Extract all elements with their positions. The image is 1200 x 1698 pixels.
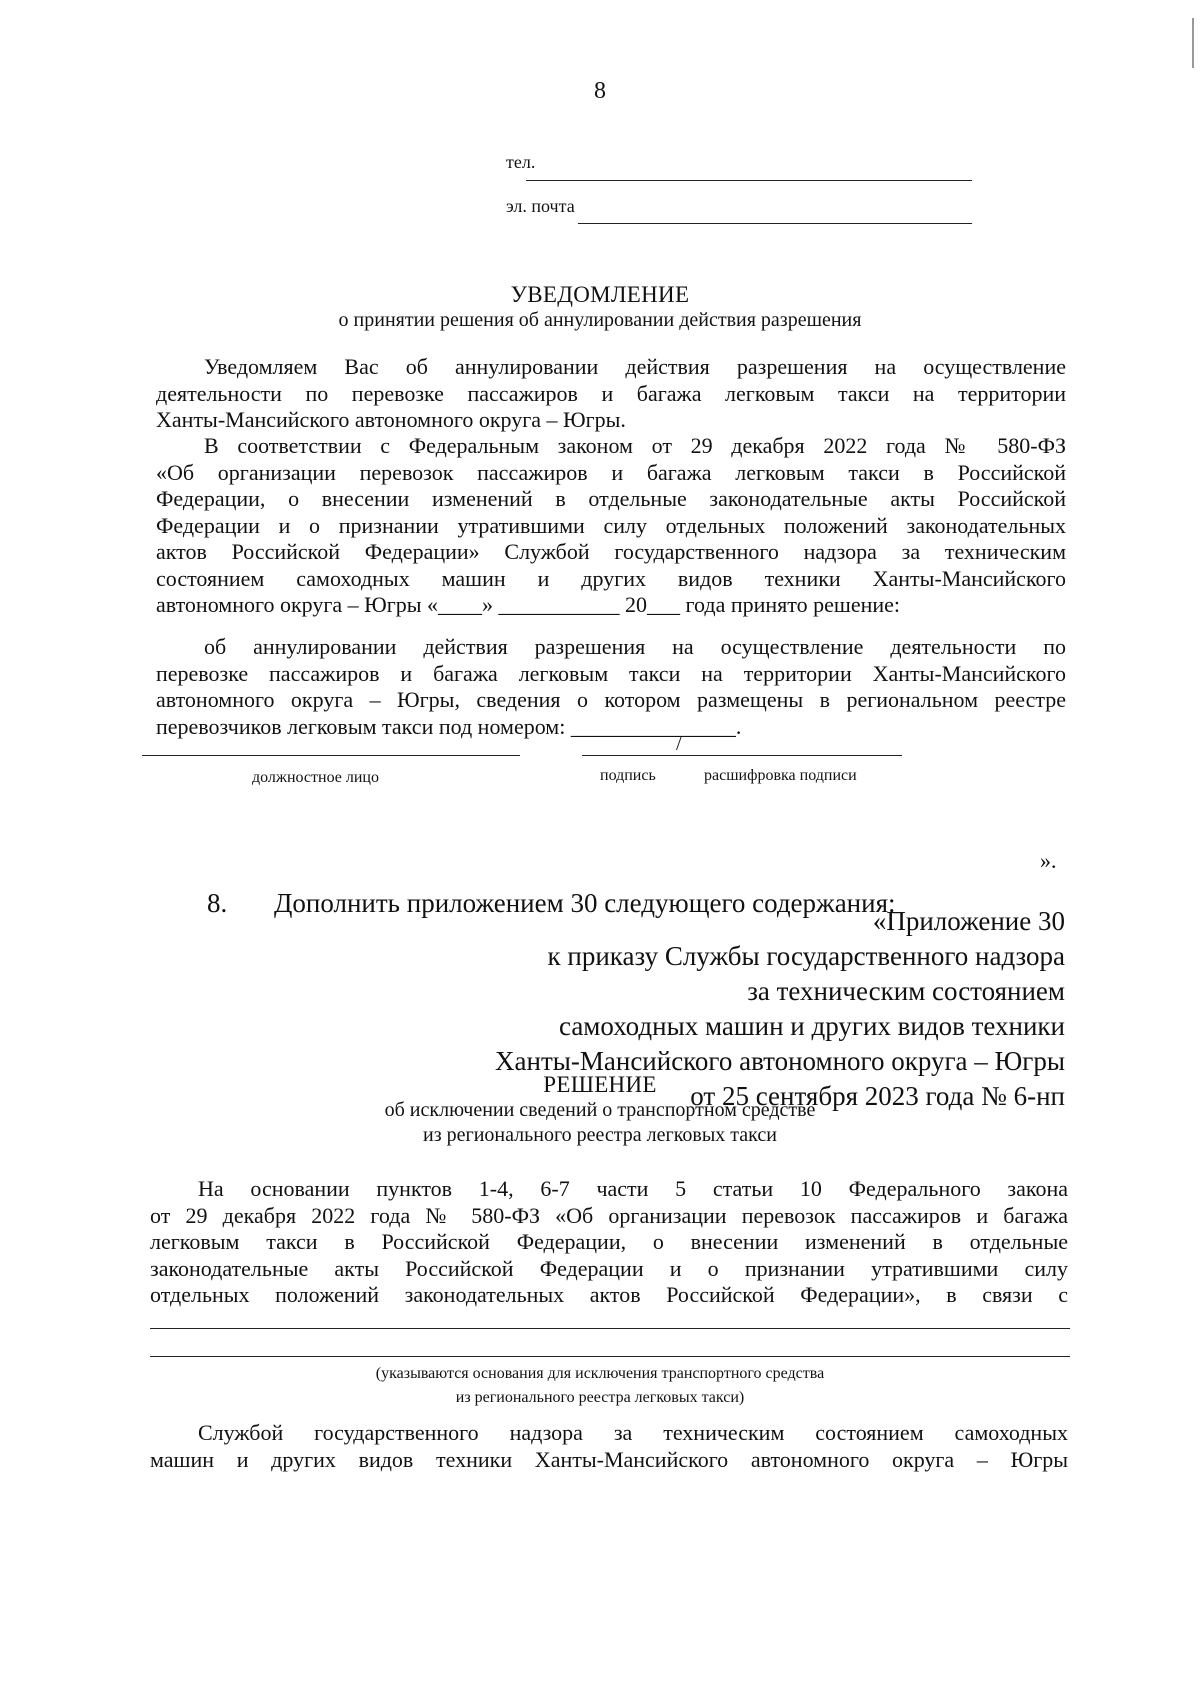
signature-transcript-line xyxy=(582,755,902,756)
annex-line: «Приложение 30 xyxy=(872,906,1065,936)
text-line: от 29 декабря 2022 года № 580-ФЗ «Об организации перевозок пассажиров и багажа xyxy=(150,1202,1068,1228)
email-label: эл. почта xyxy=(506,196,575,216)
page-number: 8 xyxy=(594,78,606,104)
text-line: автономного округа – Югры «____» ___________ 20___ года принято решение: xyxy=(156,592,901,617)
notice-paragraph-2 xyxy=(156,433,1066,619)
text-line: перевозчиков легковым такси под номером: _______________. xyxy=(156,713,742,739)
official-signature-line xyxy=(142,755,520,756)
scan-edge-mark xyxy=(1192,18,1194,68)
phone-blank-line xyxy=(526,180,972,181)
transcript-caption: расшифровка подписи xyxy=(704,767,857,784)
reason-footnote xyxy=(0,1362,1200,1410)
signature-separator: / xyxy=(676,733,682,755)
text-line: законодательные акты Российской Федерации и о признании утратившими силу xyxy=(150,1255,1068,1281)
reason-blank-line xyxy=(150,1356,1070,1357)
text-line: отдельных положений законодательных актов Российской Федерации», в связи с xyxy=(150,1282,1068,1307)
decision-paragraph-1 xyxy=(150,1176,1068,1309)
official-caption: должностное лицо xyxy=(252,769,379,786)
notice-paragraph-3 xyxy=(156,634,1066,740)
annex-line: самоходных машин и других видов техники xyxy=(559,1011,1065,1041)
text-line: автономного округа – Югры, сведения о котором размещены в региональном реестре xyxy=(156,687,1066,712)
text-line: Федерации и о признании утратившими силу отдельных положений законодательных xyxy=(156,512,1066,538)
text-line: актов Российской Федерации» Службой государственного надзора за техническим xyxy=(156,539,1066,564)
notice-subtitle: о принятии решения об аннулировании действия разрешения xyxy=(338,309,862,331)
text-line: легковым такси в Российской Федерации, о внесении изменений в отдельные xyxy=(150,1229,1068,1254)
text-line: машин и других видов техники Ханты-Мансийского автономного округа – Югры xyxy=(150,1446,1068,1472)
reason-blank-line xyxy=(150,1328,1070,1329)
decision-title: РЕШЕНИЕ xyxy=(543,1072,657,1097)
text-line: Службой государственного надзора за техническим состоянием самоходных xyxy=(198,1420,1068,1445)
text-line: Уведомляем Вас об аннулировании действия разрешения на осуществление xyxy=(204,354,1066,379)
signature-caption: подпись xyxy=(600,767,656,784)
annex-line: Ханты-Мансийского автономного округа – Югры xyxy=(495,1046,1065,1076)
text-line: состоянием самоходных машин и других видов техники Ханты-Мансийского xyxy=(156,565,1066,591)
text-line: деятельности по перевозке пассажиров и багажа легковым такси на территории xyxy=(156,380,1066,406)
email-blank-line xyxy=(578,223,972,224)
text-line: перевозке пассажиров и багажа легковым такси на территории Ханты-Мансийского xyxy=(156,660,1066,686)
notice-paragraph-1 xyxy=(156,354,1066,434)
text-line: об аннулировании действия разрешения на осуществление деятельности по xyxy=(204,634,1066,659)
phone-label: тел. xyxy=(506,152,536,172)
text-line: «Об организации перевозок пассажиров и багажа легковым такси в Российской xyxy=(156,459,1066,485)
item-text: Дополнить приложением 30 следующего содержания: xyxy=(274,888,896,918)
decision-paragraph-2 xyxy=(150,1420,1068,1473)
item-number: 8. xyxy=(207,888,228,918)
footnote-line: из регионального реестра легковых такси) xyxy=(455,1389,745,1406)
closing-quote: ». xyxy=(1040,848,1057,873)
annex-line: к приказу Службы государственного надзора xyxy=(547,941,1065,971)
text-line: Ханты-Мансийского автономного округа – Югры. xyxy=(156,407,626,432)
annex-line: за техническим состоянием xyxy=(747,976,1065,1006)
decision-subtitle-line: из регионального реестра легковых такси xyxy=(423,1124,777,1146)
annex-line: от 25 сентября 2023 года № 6-нп xyxy=(690,1081,1065,1111)
text-line: В соответствии с Федеральным законом от 29 декабря 2022 года № 580-ФЗ xyxy=(204,433,1066,458)
decision-subtitle-line: об исключении сведений о транспортном средстве xyxy=(384,1099,816,1121)
footnote-line: (указываются основания для исключения транспортного средства xyxy=(375,1365,825,1382)
text-line: На основании пунктов 1-4, 6-7 части 5 статьи 10 Федерального закона xyxy=(198,1176,1068,1201)
notice-title: УВЕДОМЛЕНИЕ xyxy=(510,282,690,307)
text-line: Федерации, о внесении изменений в отдельные законодательные акты Российской xyxy=(156,486,1066,511)
